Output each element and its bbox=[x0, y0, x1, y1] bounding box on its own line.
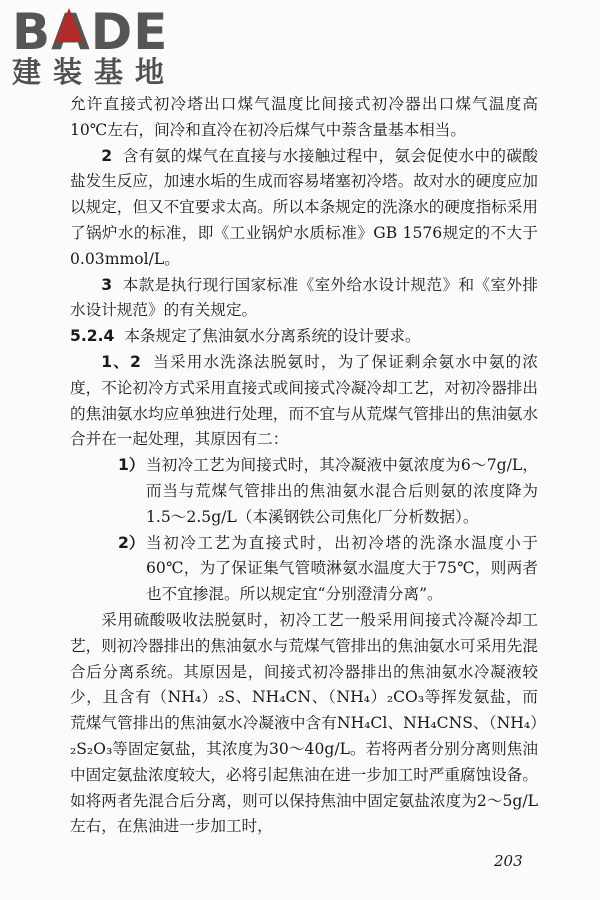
item-text: 当初冷工艺为间接式时，其冷凝液中氨浓度为6～7g/L，而当与荒煤气管排出的焦油氨水混合后则氨的浓度降为1.5～2.5g/L（本溪钢铁公司焦化厂分析数据）。 bbox=[146, 456, 538, 526]
clause-number: 1、2 bbox=[101, 352, 141, 371]
item-number: 2） bbox=[118, 533, 145, 552]
clause-number: 2 bbox=[101, 146, 113, 165]
logo-triangle-icon bbox=[55, 8, 83, 42]
page-number: 203 bbox=[494, 852, 523, 870]
bade-logo bbox=[12, 3, 192, 89]
paragraph-2: 2 含有氨的煤气在直接与水接触过程中，氨会促使水中的碳酸盐发生反应，加速水垢的生成而容易堵塞初冷塔。故对水的硬度应加以规定，但又不宜要求太高。所以本条规定的洗涤水的硬度指标采用了锅炉水的标准，即《工业锅炉水质标准》GB 1576规定的不大于0.03mmol/L。 bbox=[70, 146, 538, 268]
clause-number: 3 bbox=[101, 275, 113, 294]
document-body bbox=[70, 92, 538, 840]
section-5-2-4: 5.2.4 本条规定了焦油氨水分离系统的设计要求。 bbox=[70, 327, 421, 346]
section-number: 5.2.4 bbox=[70, 327, 115, 346]
item-number: 1） bbox=[118, 456, 145, 475]
list-item bbox=[118, 531, 538, 608]
paragraph-last: 采用硫酸吸收法脱氨时，初冷工艺一般采用间接式冷凝冷却工艺，则初冷器排出的焦油氨水与荒煤气管排出的焦油氨水可采用先混合后分离系统。其原因是，间接式初冷器排出的焦油氨水冷凝液较少，且含有（NH₄）₂S、NH₄CN、（NH₄）₂CO₃等挥发氨盐，而荒煤气管排出的焦油氨水冷凝液中含有NH₄Cl、NH₄CNS、（NH₄）₂S₂O₃等固定氨盐，其浓度为30～40g/L。若将两者分别分离则焦油中固定氨盐浓度较大，必将引起焦油在进一步加工时严重腐蚀设备。如将两者先混合后分离，则可以保持焦油中固定氨盐浓度为2～5g/L左右，在焦油进一步加工时， bbox=[70, 610, 538, 836]
list-item bbox=[118, 453, 538, 530]
logo-chinese: 建装基地 bbox=[12, 55, 177, 89]
paragraph-1-2: 1、2 当采用水洗涤法脱氨时，为了保证剩余氨水中氨的浓度，不论初冷方式采用直接式或间接式冷凝冷却工艺，对初冷器排出的焦油氨水均应单独进行处理，而不宜与从荒煤气管排出的焦油氨水合并在一起处理，其原因有二： bbox=[70, 352, 538, 449]
logo-wordmark: BADE bbox=[12, 3, 169, 61]
paragraph-3: 3 本款是执行现行国家标准《室外给水设计规范》和《室外排水设计规范》的有关规定。 bbox=[70, 275, 538, 320]
item-text: 当初冷工艺为直接式时，出初冷塔的洗涤水温度小于60℃，为了保证集气管喷淋氨水温度大于75℃，则两者也不宜掺混。所以规定宜“分别澄清分离”。 bbox=[146, 533, 538, 604]
paragraph-1: 允许直接式初冷塔出口煤气温度比间接式初冷器出口煤气温度高10℃左右，间冷和直冷在初冷后煤气中萘含量基本相当。 bbox=[70, 95, 538, 139]
